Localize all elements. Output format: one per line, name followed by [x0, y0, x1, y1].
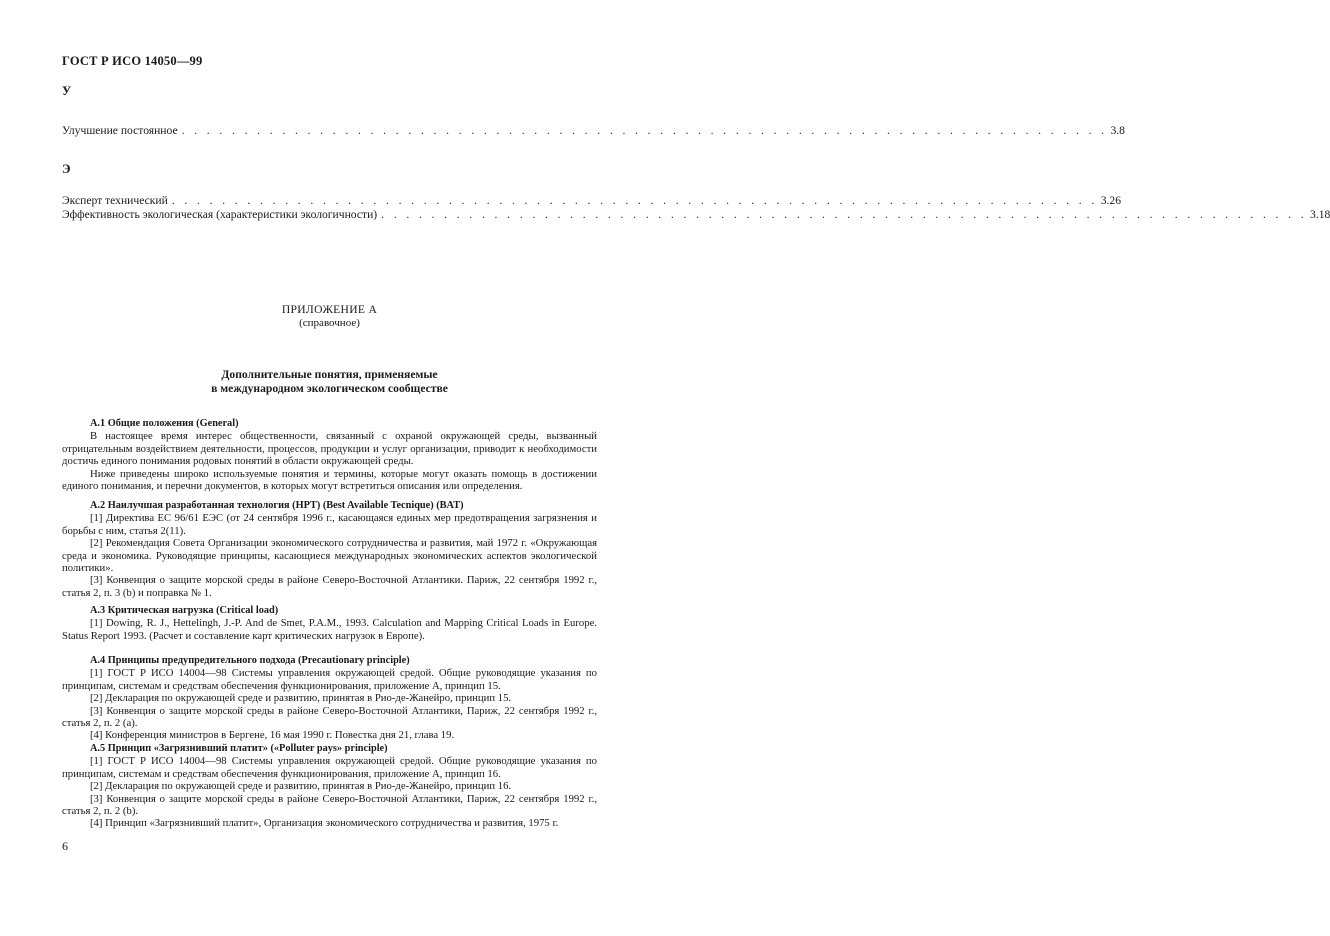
appendix-kind: (справочное) — [299, 317, 360, 329]
section-paragraph: [3] Конвенция о защите морской среды в районе Северо-Восточной Атлантики, Париж, 22 сентября 1992 г., статья 2, п. 2 (b). — [62, 792, 597, 818]
appendix-title-line-1: Дополнительные понятия, применяемые — [221, 368, 438, 381]
leader-dots: . . . . . . . . . . . . . . . . . . . . . . . . . . . . . . . . . . . . . . . . . . . . . . . . . . . . . . . . . . . . . . . . . . . . . . . . . . — [181, 124, 1108, 137]
index-letter-e: Э — [62, 162, 71, 176]
section-paragraph: [2] Рекомендация Совета Организации экономического сотрудничества и развития, май 1972 г. «Окружающая среда и экономика. Руководящие принципы, касающиеся международных экономических аспектов экологической политики». — [62, 537, 597, 575]
section-paragraph: [1] Директива ЕС 96/61 ЕЭС (от 24 сентября 1996 г., касающаяся единых мер предотвращения загрязнения и борьбы с ним, статья 2(11). — [62, 512, 597, 537]
section-paragraph: [2] Декларация по окружающей среде и развитию, принятая в Рио-де-Жанейро, принцип 16. — [90, 780, 512, 793]
section-paragraph: [3] Конвенция о защите морской среды в районе Северо-Восточной Атлантики. Париж, 22 сентября 1992 г., статья 2, п. 3 (b) и поправка № 1. — [62, 574, 597, 599]
section-paragraph: Ниже приведены широко используемые понятия и термины, которые могут оказать помощь в достижении единого понимания, и перечни документов, в которых могут встретиться описания или определения. — [62, 467, 597, 493]
section-paragraph: [4] Принцип «Загрязнивший платит», Организация экономического сотрудничества и развития, 1975 г. — [90, 817, 559, 830]
section-paragraph: [2] Декларация по окружающей среде и развитию, принятая в Рио-де-Жанейро, принцип 15. — [90, 692, 512, 705]
page-number: 6 — [62, 839, 68, 853]
leader-dots: . . . . . . . . . . . . . . . . . . . . . . . . . . . . . . . . . . . . . . . . . . . . . . . . . . . . . . . . . . . . . . . . . . . . . . . . . . — [381, 208, 1308, 221]
section-paragraph: [3] Конвенция о защите морской среды в районе Северо-Восточной Атлантики, Париж, 22 сентября 1992 г., статья 2, п. 2 (а). — [62, 704, 597, 730]
section-a5 — [62, 743, 597, 830]
leader-dots: . . . . . . . . . . . . . . . . . . . . . . . . . . . . . . . . . . . . . . . . . . . . . . . . . . . . . . . . . . . . . . . . . . . . . . . . . . — [171, 194, 1098, 207]
section-paragraph: В настоящее время интерес общественности, связанный с охраной окружающей среды, вызванный отрицательным воздействием деятельности, процессов, продукции и услуг организации, приводит к необходимости достичь единого понимания родовых понятий в области окружающей среды. — [62, 430, 597, 468]
appendix-title-line-2: в международном экологическом сообществе — [211, 382, 448, 395]
section-paragraph: [1] ГОСТ Р ИСО 14004—98 Системы управления окружающей средой. Общие руководящие указания по принципам, системам и средствам обеспечения функционирования, приложение А, принцип 15. — [62, 667, 597, 692]
index-term: Эксперт технический — [62, 194, 168, 207]
document-code: ГОСТ Р ИСО 14050—99 — [62, 54, 203, 68]
section-heading: А.5 Принцип «Загрязнивший платит» («Polluter pays» principle) — [90, 743, 388, 754]
index-entry — [62, 208, 1330, 222]
index-ref: 3.8 — [1110, 124, 1125, 137]
section-heading: А.1 Общие положения (General) — [90, 418, 239, 429]
section-heading: А.4 Принципы предупредительного подхода (Precautionary principle) — [90, 655, 410, 666]
section-a2 — [62, 500, 597, 599]
index-letter-u: У — [62, 84, 72, 98]
section-a1 — [62, 418, 597, 492]
index-term: Эффективность экологическая (характеристики экологичности) — [62, 208, 378, 221]
index-entry — [62, 194, 1121, 208]
section-paragraph: [1] ГОСТ Р ИСО 14004—98 Системы управления окружающей средой. Общие руководящие указания по принципам, системам и средствам обеспечения функционирования, приложение А, принцип 16. — [62, 755, 597, 780]
section-a3 — [62, 605, 597, 642]
section-heading: А.2 Наилучшая разработанная технология (НРТ) (Best Available Tecnique) (BAT) — [90, 500, 464, 511]
appendix-label: ПРИЛОЖЕНИЕ А — [281, 303, 378, 316]
section-heading: А.3 Критическая нагрузка (Critical load) — [90, 605, 279, 616]
index-term: Улучшение постоянное — [62, 124, 178, 137]
section-paragraph: [1] Dowing, R. J., Hettelingh, J.-P. And de Smet, P.A.M., 1993. Calculation and Mapping Critical Loads in Europe. Status Report 1993. (Расчет и составление карт критических нагрузок в Европе). — [62, 617, 597, 642]
section-paragraph: [4] Конференция министров в Бергене, 16 мая 1990 г. Повестка дня 21, глава 19. — [90, 729, 455, 742]
index-ref: 3.18 — [1310, 208, 1330, 221]
index-entry — [62, 124, 1125, 138]
index-ref: 3.26 — [1100, 194, 1121, 207]
section-a4 — [62, 655, 597, 742]
